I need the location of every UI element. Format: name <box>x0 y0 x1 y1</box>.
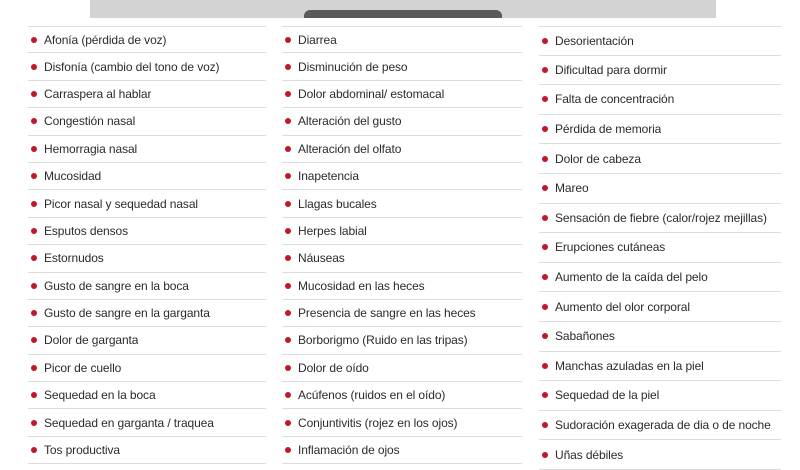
symptom-label: Alteración del gusto <box>298 114 402 129</box>
symptom-label: Náuseas <box>298 251 345 266</box>
symptom-item <box>539 174 781 204</box>
bullet-dot-icon <box>31 37 37 43</box>
bullet-dot-icon <box>542 333 548 339</box>
bullet-dot-icon <box>31 447 37 453</box>
symptom-item <box>282 136 522 163</box>
bullet-dot-icon <box>31 255 37 261</box>
symptom-item <box>28 136 266 163</box>
symptom-item <box>28 26 266 53</box>
symptom-label: Alteración del olfato <box>298 141 402 156</box>
bullet-dot-icon <box>285 392 291 398</box>
bullet-dot-icon <box>542 392 548 398</box>
symptom-item <box>282 81 522 108</box>
bullet-dot-icon <box>542 363 548 369</box>
bullet-dot-icon <box>31 228 37 234</box>
symptom-item <box>539 85 781 115</box>
symptom-label: Picor nasal y sequedad nasal <box>44 196 198 211</box>
symptom-item <box>539 263 781 293</box>
symptom-column-2 <box>282 26 522 464</box>
symptom-item <box>28 409 266 436</box>
symptom-item <box>539 411 781 441</box>
symptom-label: Sudoración exagerada de dia o de noche <box>555 418 771 433</box>
bullet-dot-icon <box>542 452 548 458</box>
symptom-item <box>539 322 781 352</box>
symptom-item <box>539 352 781 382</box>
bullet-dot-icon <box>285 255 291 261</box>
symptom-item <box>28 108 266 135</box>
symptom-label: Mucosidad en las heces <box>298 278 425 293</box>
symptom-item <box>282 273 522 300</box>
symptom-label: Tos productiva <box>44 443 120 458</box>
bullet-dot-icon <box>285 64 291 70</box>
bullet-dot-icon <box>31 337 37 343</box>
symptom-item <box>282 108 522 135</box>
symptom-item <box>539 233 781 263</box>
symptom-item <box>539 204 781 234</box>
symptom-item <box>282 218 522 245</box>
symptom-item <box>282 409 522 436</box>
symptom-label: Sensación de fiebre (calor/rojez mejillas) <box>555 210 767 225</box>
bullet-dot-icon <box>31 118 37 124</box>
symptom-item <box>28 53 266 80</box>
symptom-label: Hemorragia nasal <box>44 141 138 156</box>
symptom-item <box>28 327 266 354</box>
bullet-dot-icon <box>285 201 291 207</box>
bullet-dot-icon <box>285 365 291 371</box>
symptom-item <box>282 163 522 190</box>
bullet-dot-icon <box>285 228 291 234</box>
bullet-dot-icon <box>542 126 548 132</box>
symptom-label: Gusto de sangre en la garganta <box>44 306 210 321</box>
symptom-item <box>282 26 522 53</box>
bullet-dot-icon <box>285 91 291 97</box>
symptom-label: Afonía (pérdida de voz) <box>44 32 167 47</box>
symptom-label: Falta de concentración <box>555 92 675 107</box>
symptom-item <box>282 355 522 382</box>
bullet-dot-icon <box>31 146 37 152</box>
symptom-label: Mucosidad <box>44 169 102 184</box>
symptom-item <box>282 327 522 354</box>
symptom-item <box>28 382 266 409</box>
symptom-item <box>282 245 522 272</box>
symptom-item <box>28 163 266 190</box>
symptom-item <box>539 26 781 56</box>
symptom-item <box>28 218 266 245</box>
bullet-dot-icon <box>542 244 548 250</box>
symptom-label: Inapetencia <box>298 169 359 184</box>
bullet-dot-icon <box>285 283 291 289</box>
symptom-label: Sequedad de la piel <box>555 388 660 403</box>
symptom-label: Aumento del olor corporal <box>555 299 690 314</box>
symptom-item <box>539 381 781 411</box>
bullet-dot-icon <box>285 337 291 343</box>
bullet-dot-icon <box>542 304 548 310</box>
symptom-label: Gusto de sangre en la boca <box>44 278 189 293</box>
bullet-dot-icon <box>31 392 37 398</box>
bullet-dot-icon <box>542 38 548 44</box>
bullet-dot-icon <box>542 156 548 162</box>
bullet-dot-icon <box>285 447 291 453</box>
symptom-label: Llagas bucales <box>298 196 377 211</box>
bullet-dot-icon <box>31 201 37 207</box>
bullet-dot-icon <box>285 310 291 316</box>
symptom-item <box>539 144 781 174</box>
symptom-column-1 <box>28 26 266 464</box>
symptom-label: Manchas azuladas en la piel <box>555 358 704 373</box>
symptom-label: Sabañones <box>555 329 615 344</box>
symptom-label: Estornudos <box>44 251 104 266</box>
symptom-label: Esputos densos <box>44 223 128 238</box>
symptom-label: Borborigmo (Ruido en las tripas) <box>298 333 468 348</box>
bullet-dot-icon <box>31 91 37 97</box>
header-bar <box>90 0 716 18</box>
symptom-item <box>28 300 266 327</box>
bullet-dot-icon <box>542 67 548 73</box>
symptom-label: Dolor de oído <box>298 360 369 375</box>
symptom-label: Desorientación <box>555 33 634 48</box>
bullet-dot-icon <box>285 118 291 124</box>
symptom-item <box>28 245 266 272</box>
symptom-label: Picor de cuello <box>44 360 122 375</box>
symptom-label: Dolor abdominal/ estomacal <box>298 86 445 101</box>
symptom-label: Pérdida de memoria <box>555 122 662 137</box>
symptom-item <box>282 190 522 217</box>
bullet-dot-icon <box>31 420 37 426</box>
bullet-dot-icon <box>542 422 548 428</box>
bullet-dot-icon <box>542 274 548 280</box>
symptom-label: Disminución de peso <box>298 59 408 74</box>
bullet-dot-icon <box>31 283 37 289</box>
symptom-label: Uñas débiles <box>555 447 624 462</box>
header-tab <box>304 10 502 18</box>
bullet-dot-icon <box>31 64 37 70</box>
symptom-label: Carraspera al hablar <box>44 86 152 101</box>
bullet-dot-icon <box>285 173 291 179</box>
symptom-label: Presencia de sangre en las heces <box>298 306 476 321</box>
symptom-label: Diarrea <box>298 32 337 47</box>
symptom-label: Dolor de garganta <box>44 333 139 348</box>
symptom-item <box>28 273 266 300</box>
symptom-label: Sequedad en la boca <box>44 388 156 403</box>
symptom-item <box>539 115 781 145</box>
symptom-label: Sequedad en garganta / traquea <box>44 415 214 430</box>
symptom-label: Congestión nasal <box>44 114 136 129</box>
symptom-item <box>28 437 266 464</box>
bullet-dot-icon <box>542 96 548 102</box>
symptom-item <box>539 440 781 470</box>
symptom-label: Dolor de cabeza <box>555 151 641 166</box>
symptom-label: Aumento de la caída del pelo <box>555 270 708 285</box>
symptom-item <box>28 81 266 108</box>
bullet-dot-icon <box>31 365 37 371</box>
bullet-dot-icon <box>31 173 37 179</box>
symptom-column-3 <box>539 26 781 470</box>
symptom-label: Herpes labial <box>298 223 367 238</box>
symptom-item <box>539 292 781 322</box>
symptom-label: Conjuntivitis (rojez en los ojos) <box>298 415 458 430</box>
bullet-dot-icon <box>542 185 548 191</box>
symptom-label: Acúfenos (ruidos en el oído) <box>298 388 446 403</box>
symptom-label: Inflamación de ojos <box>298 443 400 458</box>
symptom-item <box>282 382 522 409</box>
symptom-item <box>28 355 266 382</box>
symptom-item <box>539 56 781 86</box>
bullet-dot-icon <box>285 420 291 426</box>
symptom-label: Disfonía (cambio del tono de voz) <box>44 59 220 74</box>
bullet-dot-icon <box>285 146 291 152</box>
symptom-item <box>282 53 522 80</box>
symptom-label: Erupciones cutáneas <box>555 240 666 255</box>
symptom-item <box>282 300 522 327</box>
bullet-dot-icon <box>31 310 37 316</box>
symptom-item <box>282 437 522 464</box>
bullet-dot-icon <box>285 37 291 43</box>
bullet-dot-icon <box>542 215 548 221</box>
symptom-item <box>28 190 266 217</box>
symptom-label: Mareo <box>555 181 589 196</box>
symptom-label: Dificultad para dormir <box>555 62 667 77</box>
